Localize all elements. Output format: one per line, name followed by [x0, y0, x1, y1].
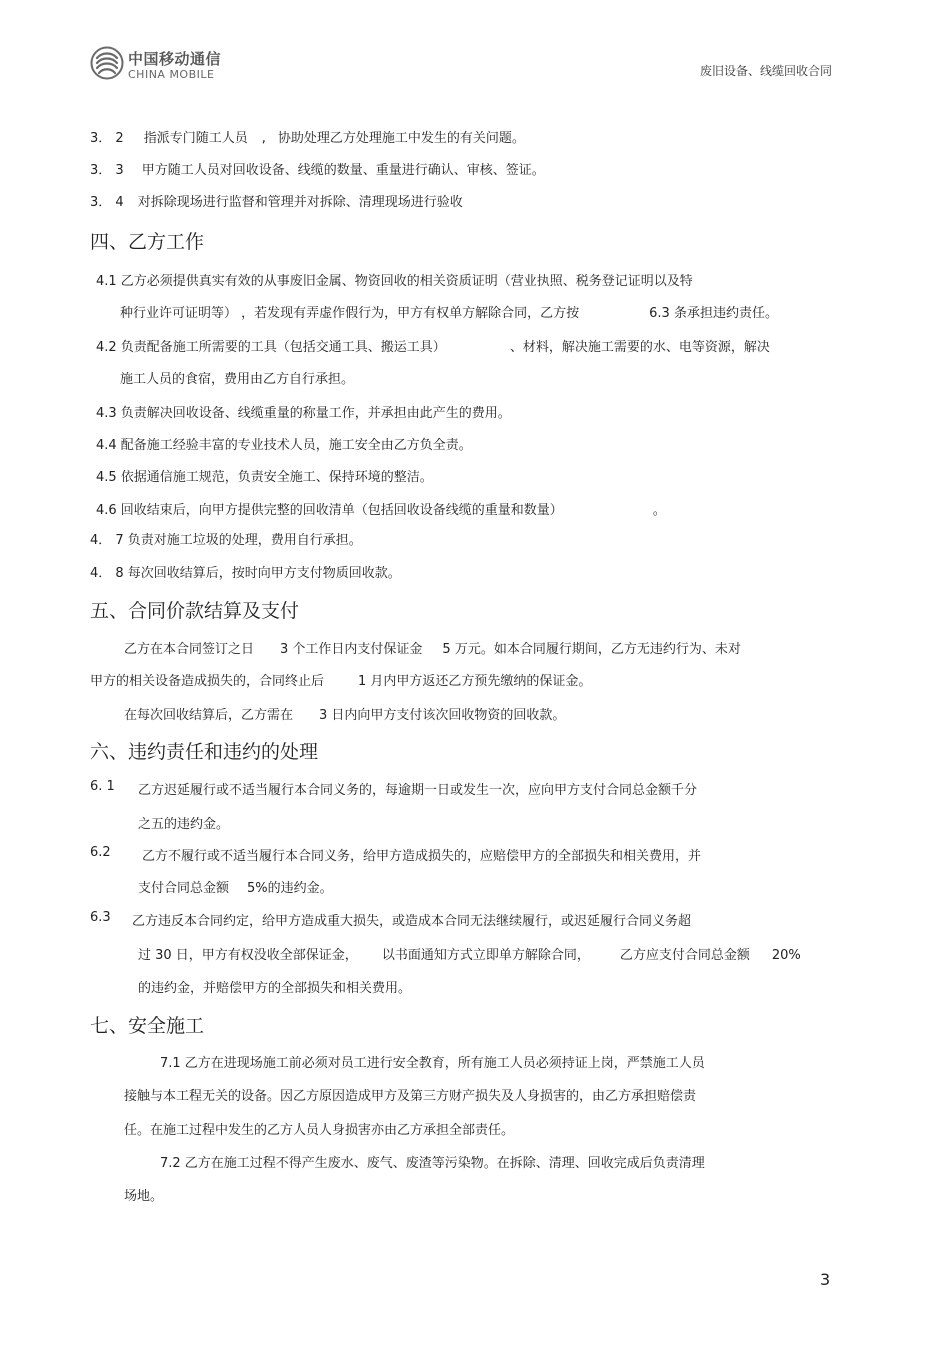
- clause-text: 4.2 负责配备施工所需要的工具（包括交通工具、搬运工具）: [96, 340, 446, 355]
- paragraph-text: 乙方在本合同签订之日: [124, 642, 255, 657]
- clause-4-1-line-1: 4.1 乙方必须提供真实有效的从事废旧金属、物资回收的相关资质证明（营业执照、税务登记证明以及特: [96, 274, 693, 289]
- clause-4-7: 4． 7 负责对施工垃圾的处理，费用自行承担。: [90, 533, 362, 548]
- clause-6-3-line-2: [138, 944, 801, 963]
- logo-chinese-name: 中国移动通信: [128, 50, 222, 68]
- paragraph-text: 在每次回收结算后，乙方需在: [124, 708, 294, 723]
- clause-7-2-line-2: 场地。: [124, 1189, 164, 1204]
- clause-text: 指派专门随工人员: [143, 131, 248, 146]
- paragraph-text: 甲方的相关设备造成损失的，合同终止后: [90, 674, 325, 689]
- clause-text: 过 30 日，甲方有权没收全部保证金，: [138, 948, 358, 963]
- clause-7-1-line-1: 7.1 乙方在进现场施工前必须对员工进行安全教育，所有施工人员必须持证上岗，严禁施工人员: [160, 1056, 705, 1071]
- clause-7-1-line-2: 接触与本工程无关的设备。因乙方原因造成甲方及第三方财产损失及人身损害的，由乙方承担赔偿责: [124, 1089, 697, 1104]
- clause-text: 以书面通知方式立即单方解除合同，: [381, 948, 590, 963]
- clause-text: 种行业许可证明等） ，若发现有弄虚作假行为，甲方有权单方解除合同，乙方按: [120, 306, 580, 321]
- clause-text: 协助处理乙方处理施工中发生的有关问题。: [277, 131, 525, 146]
- clause-text: 5%的违约金。: [247, 881, 333, 896]
- clause-4-2-line-2: 施工人员的食宿，费用由乙方自行承担。: [120, 372, 355, 387]
- clause-text: 乙方应支付合同总金额: [619, 948, 750, 963]
- clause-number: 3． 3: [90, 163, 124, 178]
- clause-4-8: 4． 8 每次回收结算后，按时向甲方支付物质回收款。: [90, 566, 401, 581]
- clause-6-3-number: 6.3: [90, 910, 111, 925]
- section-5-heading: 五、合同价款结算及支付: [90, 600, 300, 622]
- clause-text: 6.3 条承担违约责任。: [649, 306, 778, 321]
- paragraph-text: 5 万元。如本合同履行期间，乙方无违约行为、未对: [442, 642, 741, 657]
- clause-6-1-number: 6. 1: [90, 779, 115, 794]
- clause-4-3: 4.3 负责解决回收设备、线缆重量的称量工作，并承担由此产生的费用。: [96, 406, 511, 421]
- china-mobile-emblem-icon: [90, 46, 124, 80]
- clause-text: 支付合同总金额: [138, 881, 230, 896]
- paragraph-text: 3 个工作日内支付保证金: [280, 642, 423, 657]
- clause-7-2-line-1: 7.2 乙方在施工过程不得产生废水、废气、废渣等污染物。在拆除、清理、回收完成后负责清理: [160, 1156, 705, 1171]
- clause-text: 甲方随工人员对回收设备、线缆的数量、重量进行确认、审核、签证。: [141, 163, 545, 178]
- clause-6-2-number: 6.2: [90, 845, 111, 860]
- payment-paragraph-line-2: [90, 670, 591, 689]
- clause-3-4: [90, 191, 463, 210]
- clause-4-4: 4.4 配备施工经验丰富的专业技术人员，施工安全由乙方负全责。: [96, 438, 472, 453]
- clause-4-5: 4.5 依据通信施工规范，负责安全施工、保持环境的整洁。: [96, 470, 433, 485]
- clause-text: 对拆除现场进行监督和管理并对拆除、清理现场进行验收: [137, 195, 463, 210]
- clause-3-2: [90, 127, 525, 146]
- clause-text: 、材料，解决施工需要的水、电等资源，解决: [509, 340, 770, 355]
- china-mobile-logo: [90, 46, 230, 90]
- clause-6-3-line-1: 乙方违反本合同约定，给甲方造成重大损失，或造成本合同无法继续履行，或迟延履行合同义务超: [132, 914, 692, 929]
- clause-4-6: [96, 499, 666, 518]
- logo-english-name: CHINA MOBILE: [128, 68, 215, 81]
- clause-6-1-line-2: 之五的违约金。: [138, 817, 230, 832]
- paragraph-text: 3 日内向甲方支付该次回收物资的回收款。: [319, 708, 566, 723]
- section-4-heading: 四、乙方工作: [90, 231, 205, 253]
- clause-6-2-line-2: [138, 877, 333, 896]
- document-title: 废旧设备、线缆回收合同: [700, 64, 833, 78]
- clause-6-1-line-1: 乙方迟延履行或不适当履行本合同义务的，每逾期一日或发生一次，应向甲方支付合同总金额千分: [138, 783, 698, 798]
- section-7-heading: 七、安全施工: [90, 1015, 205, 1037]
- paragraph-text: 1 月内甲方返还乙方预先缴纳的保证金。: [358, 674, 592, 689]
- clause-number: 3． 4: [90, 195, 124, 210]
- clause-text: ,: [261, 131, 266, 146]
- payment-paragraph-line-1: [124, 638, 741, 657]
- clause-text: 。: [652, 503, 666, 518]
- clause-7-1-line-3: 任。在施工过程中发生的乙方人员人身损害亦由乙方承担全部责任。: [124, 1123, 515, 1138]
- clause-6-3-line-3: 的违约金，并赔偿甲方的全部损失和相关费用。: [138, 981, 412, 996]
- payment-paragraph-line-3: [124, 704, 565, 723]
- clause-text: 4.6 回收结束后，向甲方提供完整的回收清单（包括回收设备线缆的重量和数量）: [96, 503, 563, 518]
- clause-number: 3． 2: [90, 131, 124, 146]
- clause-text: 20%: [771, 948, 801, 963]
- page-number: 3: [820, 1270, 831, 1289]
- clause-6-2-line-1: 乙方不履行或不适当履行本合同义务，给甲方造成损失的，应赔偿甲方的全部损失和相关费用，并: [142, 849, 702, 864]
- clause-4-1-line-2: [120, 302, 778, 321]
- section-6-heading: 六、违约责任和违约的处理: [90, 741, 319, 763]
- clause-4-2-line-1: [96, 336, 770, 355]
- clause-3-3: [90, 159, 545, 178]
